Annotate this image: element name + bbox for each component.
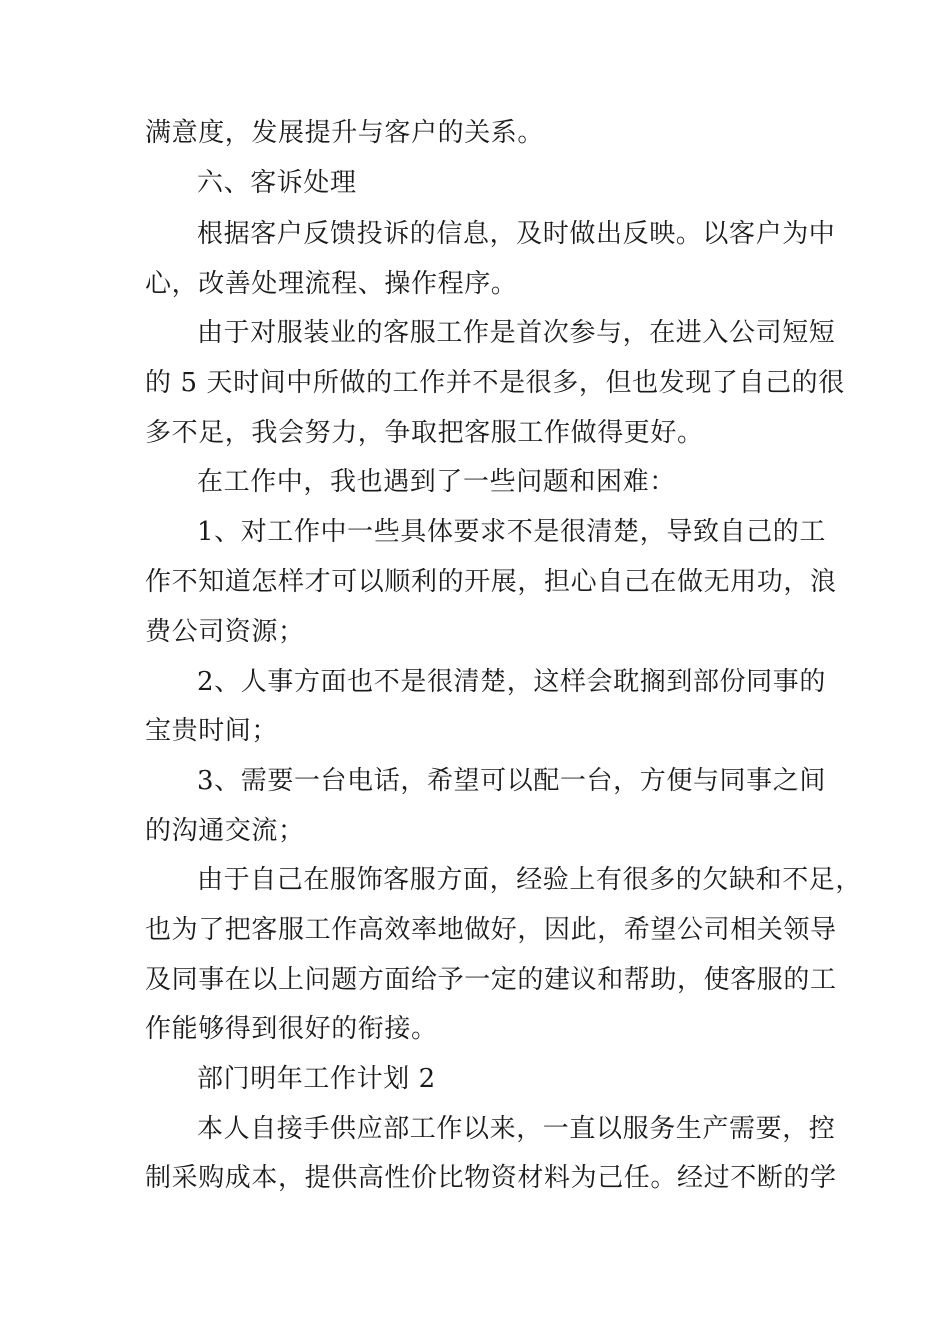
text-line: 心，改善处理流程、操作程序。: [145, 269, 518, 299]
text-line: 的 5 天时间中所做的工作并不是很多，但也发现了自己的很: [145, 368, 845, 398]
text-line: 及同事在以上问题方面给予一定的建议和帮助，使客服的工: [145, 965, 837, 995]
list-item: 2、人事方面也不是很清楚，这样会耽搁到部份同事的: [197, 667, 826, 697]
text-line: 由于对服装业的客服工作是首次参与，在进入公司短短: [197, 318, 836, 348]
text-line: 在工作中，我也遇到了一些问题和困难：: [197, 467, 676, 497]
text-line: 根据客户反馈投诉的信息，及时做出反映。以客户为中: [197, 219, 836, 249]
text-line: 宝贵时间；: [145, 716, 279, 746]
list-item: 1、对工作中一些具体要求不是很清楚，导致自己的工: [197, 517, 826, 547]
text-line: 制采购成本，提供高性价比物资材料为己任。经过不断的学: [145, 1163, 837, 1193]
text-line: 满意度，发展提升与客户的关系。: [145, 118, 545, 148]
section-heading: 部门明年工作计划 2: [197, 1064, 436, 1094]
text-line: 也为了把客服工作高效率地做好，因此，希望公司相关领导: [145, 915, 837, 945]
text-line: 作能够得到很好的衔接。: [145, 1014, 438, 1044]
list-item: 3、需要一台电话，希望可以配一台，方便与同事之间: [197, 766, 826, 796]
text-line: 多不足，我会努力，争取把客服工作做得更好。: [145, 418, 704, 448]
text-line: 由于自己在服饰客服方面，经验上有很多的欠缺和不足，: [197, 865, 863, 895]
section-heading: 六、客诉处理: [197, 168, 357, 198]
text-line: 的沟通交流；: [145, 816, 305, 846]
text-line: 费公司资源；: [145, 617, 305, 647]
text-line: 作不知道怎样才可以顺利的开展，担心自己在做无用功，浪: [145, 567, 837, 597]
text-line: 本人自接手供应部工作以来，一直以服务生产需要，控: [197, 1114, 836, 1144]
